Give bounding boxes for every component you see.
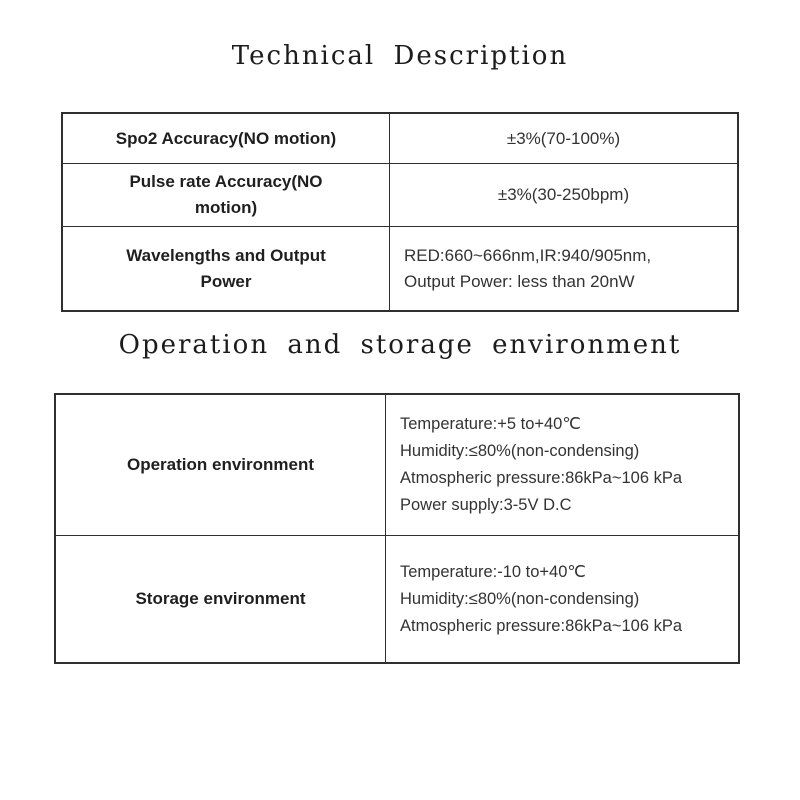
storage-environment-label: Storage environment [56, 535, 385, 662]
storage-environment-value [385, 535, 738, 662]
wavelengths-line: RED:660~666nm,IR:940/905nm, [404, 245, 652, 265]
environment-table [54, 393, 740, 664]
storage-pressure-line: Atmospheric pressure:86kPa~106 kPa [400, 616, 683, 635]
operation-storage-title: Operation and storage environment [118, 330, 682, 360]
operation-humidity-line: Humidity:≤80%(non-condensing) [400, 442, 640, 460]
operation-environment-value [385, 395, 738, 535]
pulse-rate-accuracy-value: ±3%(30-250bpm) [389, 163, 737, 226]
operation-pressure-line: Atmospheric pressure:86kPa~106 kPa [400, 469, 683, 487]
wavelengths-output-power-value [389, 226, 737, 310]
operation-temperature-line: Temperature:+5 to+40℃ [400, 415, 581, 433]
operation-environment-label: Operation environment [126, 455, 315, 474]
wavelengths-output-power-label: Wavelengths and Output Power [63, 226, 389, 310]
technical-table [61, 112, 739, 312]
pulse-rate-accuracy-label: Pulse rate Accuracy(NO motion) [63, 163, 389, 226]
storage-temperature-line: Temperature:-10 to+40℃ [400, 562, 586, 581]
technical-description-title: Technical Description [231, 41, 569, 71]
storage-humidity-line: Humidity:≤80%(non-condensing) [400, 589, 640, 608]
spo2-accuracy-label: Spo2 Accuracy(NO motion) [115, 128, 337, 148]
operation-power-supply-line: Power supply:3-5V D.C [400, 496, 572, 514]
output-power-line: Output Power: less than 20nW [404, 271, 635, 291]
spo2-accuracy-value: ±3%(70-100%) [389, 114, 737, 163]
